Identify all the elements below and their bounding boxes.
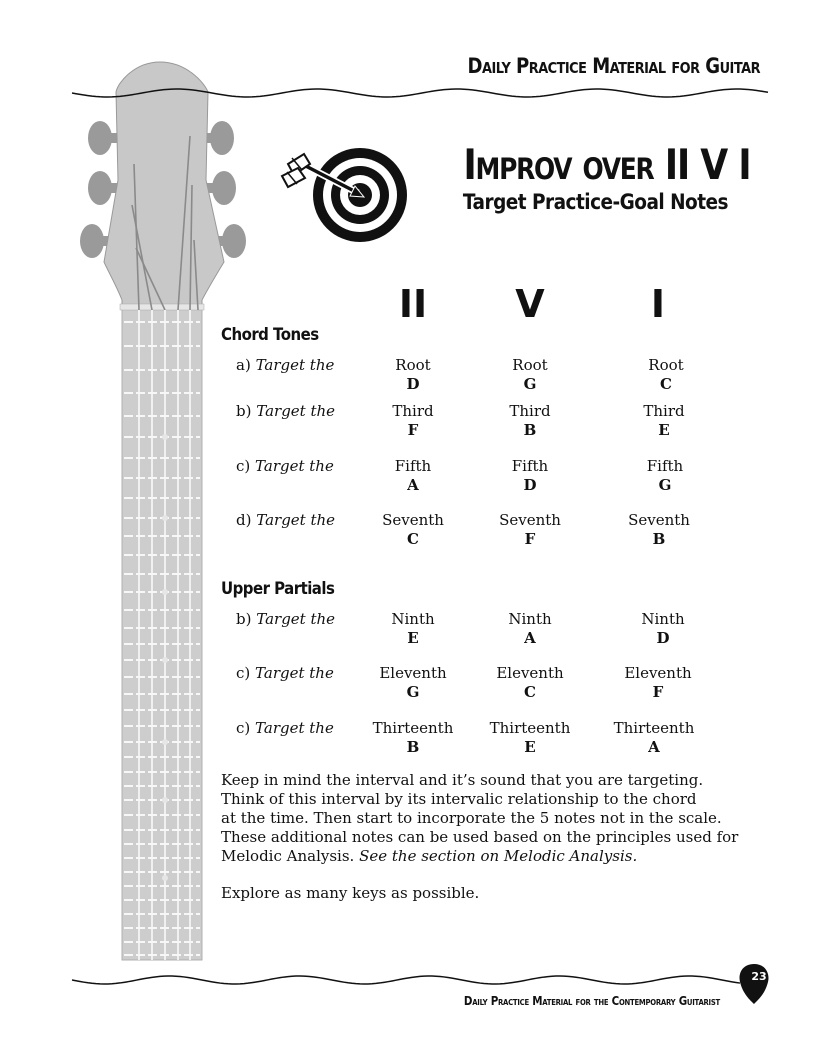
table-cell: Root C — [648, 356, 684, 393]
row-label: b) Target the — [236, 610, 336, 628]
section-heading-chord-tones: Chord Tones — [221, 325, 319, 345]
footer-wave-divider — [0, 940, 816, 1030]
row-label: a) Target the — [236, 356, 335, 374]
page-title: Improv over II V I — [463, 140, 751, 189]
table-cell: Seventh C — [382, 511, 444, 548]
section-heading-upper-partials: Upper Partials — [221, 579, 335, 599]
table-cell: Third F — [392, 402, 434, 439]
body-line: at the time. Then start to incorporate the 5 notes not in the scale. — [221, 809, 722, 827]
table-cell: Eleventh C — [496, 664, 564, 701]
table-cell: Ninth D — [641, 610, 685, 647]
header-title: Daily Practice Material for Guitar — [467, 54, 760, 78]
row-label: d) Target the — [236, 511, 336, 529]
table-cell: Thirteenth E — [489, 719, 571, 756]
table-cell: Ninth A — [508, 610, 552, 647]
row-label: c) Target the — [236, 457, 334, 475]
column-header-ii: II — [398, 282, 428, 326]
page-number: 23 — [751, 970, 767, 983]
column-header-v: V — [515, 282, 545, 326]
table-cell: Fifth D — [511, 457, 549, 494]
table-cell: Ninth E — [391, 610, 435, 647]
column-header-i: I — [650, 282, 666, 326]
body-line: Keep in mind the interval and it’s sound that you are targeting. — [221, 771, 704, 789]
body-line: These additional notes can be used based on the principles used for — [221, 828, 739, 846]
table-cell: Seventh F — [499, 511, 561, 548]
closing-line: Explore as many keys as possible. — [221, 884, 480, 902]
table-cell: Third E — [643, 402, 685, 439]
table-cell: Thirteenth A — [613, 719, 695, 756]
table-cell: Fifth A — [394, 457, 432, 494]
table-cell: Third B — [509, 402, 551, 439]
table-cell: Eleventh G — [379, 664, 447, 701]
row-label: c) Target the — [236, 664, 334, 682]
footer-title: Daily Practice Material for the Contemporary Guitarist — [463, 994, 720, 1008]
table-cell: Root G — [512, 356, 548, 393]
row-label: b) Target the — [236, 402, 336, 420]
table-cell: Fifth G — [646, 457, 684, 494]
table-cell: Eleventh F — [624, 664, 692, 701]
body-text — [221, 771, 741, 903]
body-line: Melodic Analysis. See the section on Melodic Analysis. — [221, 847, 638, 865]
body-line: Think of this interval by its intervalic relationship to the chord — [221, 790, 697, 808]
table-cell: Seventh B — [628, 511, 690, 548]
page-subtitle: Target Practice-Goal Notes — [462, 190, 728, 214]
table-cell: Thirteenth B — [372, 719, 454, 756]
row-label: c) Target the — [236, 719, 334, 737]
table-cell: Root D — [395, 356, 431, 393]
cross-reference: See the section on Melodic Analysis. — [359, 847, 638, 865]
bullseye-with-arrow-icon — [280, 142, 415, 247]
